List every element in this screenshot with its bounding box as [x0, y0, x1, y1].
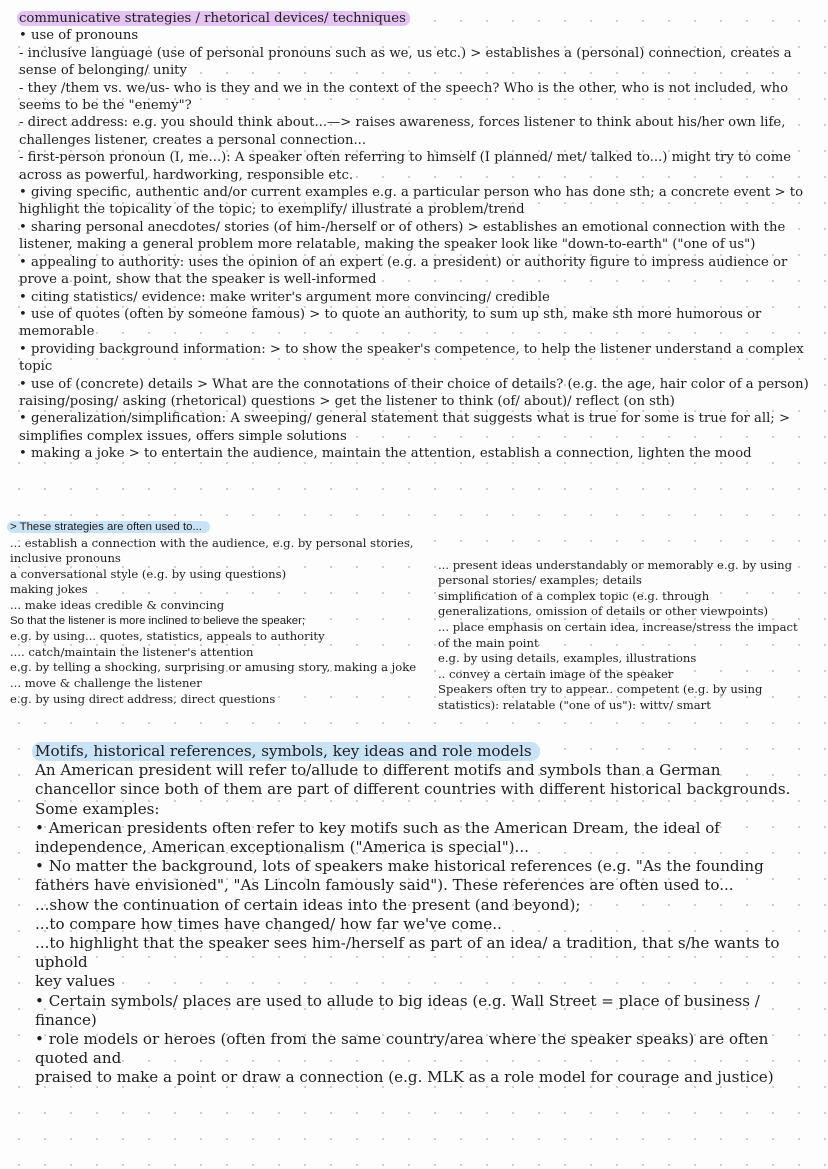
- purpose-line: ... move & challenge the listener: [10, 675, 202, 690]
- strategy-line: • use of (concrete) details > What are the connotations of their choice of details? (e.g. the age, hair color of a person) raising/posing/ asking (rhetorical) questions > get the listener to think (of/ about)/ reflect (on sth): [19, 376, 809, 409]
- strategy-line: • use of pronouns: [19, 28, 139, 44]
- purpose-line: e.g. by using details, examples, illustrations: [438, 651, 697, 666]
- motif-line: • American presidents often refer to key motifs such as the American Dream, the ideal of independence, American exceptionalism ("America is special")...: [35, 818, 720, 857]
- strategy-line: • generalization/simplification: A sweeping/ general statement that suggests what is true for some is true for all; > simplifies complex issues, offers simple solutions: [19, 411, 790, 444]
- strategy-line: • sharing personal anecdotes/ stories (of him-/herself or of others) > establishes an emotional connection with the listener, making a general problem more relatable, making the speaker look like "down-to-earth" ("one of us"): [19, 219, 786, 253]
- purpose-line: e.g. by using... quotes, statistics, appeals to authority: [10, 629, 325, 644]
- purposes-right-column: [438, 536, 798, 714]
- purpose-line: ... establish a connection with the audience, e.g. by personal stories, inclusive pronouns: [10, 535, 414, 566]
- purposes-heading: > These strategies are often used to...: [10, 519, 210, 536]
- motif-line: ...to highlight that the speaker sees him-/herself as part of an idea/ a tradition, that s/he wants to uphold: [35, 934, 780, 972]
- purpose-line: .. convey a certain image of the speaker: [438, 666, 674, 681]
- motif-line: • No matter the background, lots of speakers make historical references (e.g. "As the founding fathers have envisioned", "As Lincoln famously said"). These references are often used to...: [35, 857, 764, 895]
- strategy-line: - first-person pronoun (I, me...): A speaker often referring to himself (I planned/ met/ talked to...) might try to come across as powerful, hardworking, responsible etc.: [19, 150, 792, 183]
- strategy-line: • use of quotes (often by someone famous) > to quote an authority, to sum up sth, make sth more humorous or memorable: [19, 306, 762, 340]
- motif-line: praised to make a point or draw a connection (e.g. MLK as a role model for courage and justice): [35, 1068, 774, 1087]
- purposes-left-column: [10, 536, 430, 714]
- strategy-line: • citing statistics/ evidence: make writer's argument more convincing/ credible: [19, 289, 550, 305]
- purpose-line: making jokes: [10, 582, 88, 597]
- strategy-line: • giving specific, authentic and/or current examples e.g. a particular person who has done sth; a concrete event > to highlight the topicality of the topic; to exemplify/ illustrate a problem/trend: [19, 185, 804, 218]
- strategies-section: [19, 10, 809, 463]
- motif-line: An American president will refer to/allude to different motifs and symbols than a German chancellor since both of them are part of different countries with different historical backgrounds. Some examples:: [35, 761, 791, 818]
- motif-line: key values: [35, 972, 116, 991]
- motif-line: • role models or heroes (often from the same country/area where the speaker speaks) are often quoted and: [35, 1030, 769, 1068]
- purpose-line: simplification of a complex topic (e.g. through generalizations, omission of details or other viewpoints): [438, 588, 769, 619]
- purposes-section: [10, 519, 810, 714]
- purpose-line: ... make ideas credible & convincing: [10, 597, 225, 612]
- purpose-line: ... place emphasis on certain idea, increase/stress the impact of the main point: [438, 619, 798, 650]
- purpose-line: e.g. by telling a shocking, surprising or amusing story, making a joke: [10, 660, 417, 675]
- purpose-line: Speakers often try to appear.. competent (e.g. by using statistics): relatable ("one of us"): wittv/ smart: [438, 682, 763, 712]
- purpose-line: e.g. by using direct address, direct questions: [10, 691, 276, 706]
- purpose-line: ... present ideas understandably or memorably e.g. by using personal stories/ examples; details: [438, 557, 793, 588]
- motifs-section: [35, 742, 795, 1088]
- strategy-line: • appealing to authority: uses the opinion of an expert (e.g. a president) or authority figure to impress audience or prove a point, show that the speaker is well-informed: [19, 254, 788, 288]
- motif-line: ...to compare how times have changed/ how far we've come..: [35, 914, 502, 933]
- strategy-line: • making a joke > to entertain the audience, maintain the attention, establish a connection, lighten the mood: [19, 446, 752, 462]
- motif-line: • Certain symbols/ places are used to allude to big ideas (e.g. Wall Street = place of business / finance): [35, 991, 760, 1029]
- strategy-line: - they /them vs. we/us- who is they and we in the context of the speech? Who is the other, who is not included, who seems to be the "enemy"?: [19, 80, 789, 114]
- purposes-columns: [10, 536, 810, 714]
- strategy-line: • providing background information: > to show the speaker's competence, to help the listener understand a complex topic: [19, 341, 804, 375]
- purpose-line: a conversational style (e.g. by using questions): [10, 566, 287, 581]
- motif-line: ...show the continuation of certain ideas into the present (and beyond);: [35, 895, 581, 914]
- motifs-heading: Motifs, historical references, symbols, key ideas and role models: [35, 742, 795, 761]
- strategies-heading: communicative strategies / rhetorical devices/ techniques: [19, 10, 809, 27]
- purpose-line: So that the listener is more inclined to believe the speaker;: [10, 614, 306, 627]
- strategy-line: - inclusive language (use of personal pronouns such as we, us etc.) > establishes a (personal) connection, creates a sense of belonging/ unity: [19, 45, 792, 79]
- strategy-line: - direct address: e.g. you should think about...—> raises awareness, forces listener to think about his/her own life, challenges listener, creates a personal connection...: [19, 115, 786, 148]
- purpose-line: .... catch/maintain the listener's attention: [10, 644, 254, 659]
